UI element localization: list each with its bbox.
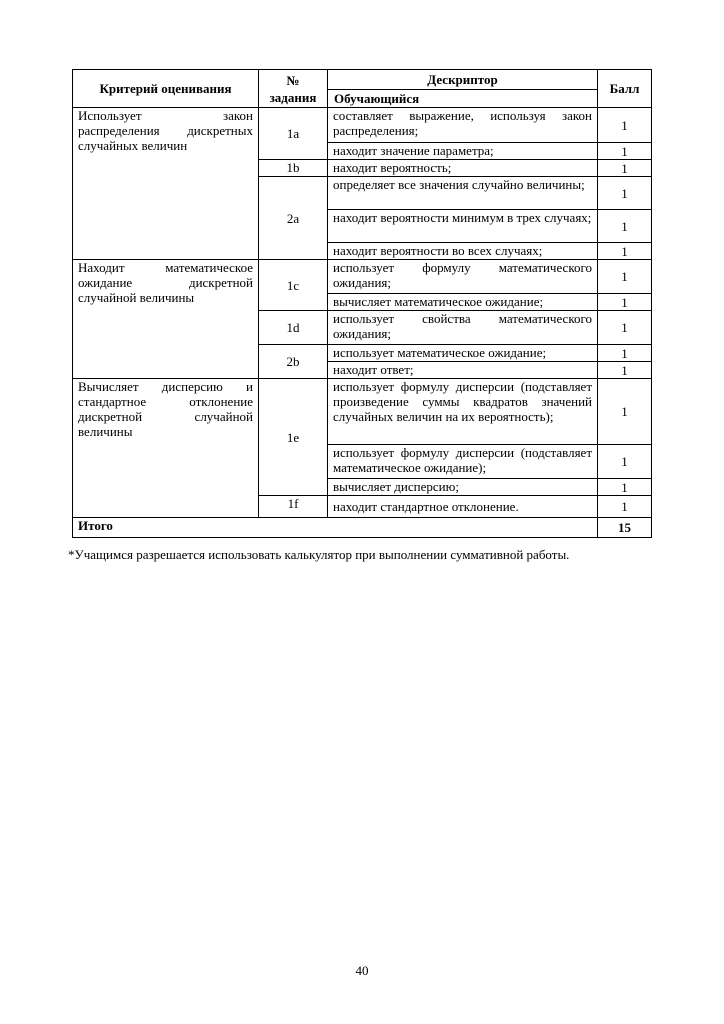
descriptor-text: составляет выражение, используя закон распределения; bbox=[328, 108, 598, 143]
header-task-number-line2: задания bbox=[269, 89, 317, 105]
descriptor-text: находит стандартное отклонение. bbox=[328, 496, 598, 518]
descriptor-text: находит вероятность; bbox=[328, 160, 598, 177]
descriptor-score: 1 bbox=[598, 143, 652, 160]
task-number: 2a bbox=[259, 177, 328, 260]
descriptor-score: 1 bbox=[598, 445, 652, 479]
header-criterion: Критерий оценивания bbox=[73, 70, 259, 108]
descriptor-score: 1 bbox=[598, 210, 652, 243]
total-score: 15 bbox=[598, 518, 652, 538]
descriptor-text: определяет все значения случайно величины; bbox=[328, 177, 598, 210]
header-learner: Обучающийся bbox=[328, 90, 598, 108]
descriptor-score: 1 bbox=[598, 160, 652, 177]
descriptor-score: 1 bbox=[598, 311, 652, 345]
task-number: 1d bbox=[259, 311, 328, 345]
header-score: Балл bbox=[598, 70, 652, 108]
descriptor-score: 1 bbox=[598, 362, 652, 379]
descriptor-score: 1 bbox=[598, 108, 652, 143]
total-label: Итого bbox=[73, 518, 598, 538]
criterion-cell: Находит математическое ожидание дискретной случайной величины bbox=[73, 260, 259, 379]
descriptor-text: использует математическое ожидание; bbox=[328, 345, 598, 362]
descriptor-score: 1 bbox=[598, 177, 652, 210]
descriptor-text: находит значение параметра; bbox=[328, 143, 598, 160]
descriptor-score: 1 bbox=[598, 294, 652, 311]
descriptor-text: вычисляет дисперсию; bbox=[328, 479, 598, 496]
descriptor-text: использует формулу математического ожидания; bbox=[328, 260, 598, 294]
descriptor-score: 1 bbox=[598, 479, 652, 496]
task-number: 1b bbox=[259, 160, 328, 177]
descriptor-score: 1 bbox=[598, 260, 652, 294]
header-task-number bbox=[259, 70, 328, 108]
criterion-cell: Использует закон распределения дискретных случайных величин bbox=[73, 108, 259, 260]
header-task-number-line1: № bbox=[286, 72, 300, 88]
descriptor-score: 1 bbox=[598, 379, 652, 445]
descriptor-text: находит вероятности во всех случаях; bbox=[328, 243, 598, 260]
calculator-footnote: *Учащимся разрешается использовать калькулятор при выполнении суммативной работы. bbox=[68, 547, 570, 562]
criterion-cell: Вычисляет дисперсию и стандартное отклонение дискретной случайной величины bbox=[73, 379, 259, 518]
task-number: 1c bbox=[259, 260, 328, 311]
descriptor-text: использует формулу дисперсии (подставляет математическое ожидание); bbox=[328, 445, 598, 479]
descriptor-text: использует формулу дисперсии (подставляет произведение суммы квадратов значений случайных величин на их вероятность); bbox=[328, 379, 598, 445]
task-number: 2b bbox=[259, 345, 328, 379]
descriptor-text: находит вероятности минимум в трех случаях; bbox=[328, 210, 598, 243]
descriptor-score: 1 bbox=[598, 345, 652, 362]
descriptor-score: 1 bbox=[598, 243, 652, 260]
descriptor-text: вычисляет математическое ожидание; bbox=[328, 294, 598, 311]
descriptor-text: находит ответ; bbox=[328, 362, 598, 379]
page-number: 40 bbox=[355, 963, 369, 978]
descriptor-text: использует свойства математического ожидания; bbox=[328, 311, 598, 345]
task-number: 1f bbox=[259, 496, 328, 518]
header-descriptor: Дескриптор bbox=[328, 70, 598, 90]
descriptor-score: 1 bbox=[598, 496, 652, 518]
task-number: 1a bbox=[259, 108, 328, 160]
assessment-rubric-table bbox=[72, 69, 652, 538]
task-number: 1e bbox=[259, 379, 328, 496]
